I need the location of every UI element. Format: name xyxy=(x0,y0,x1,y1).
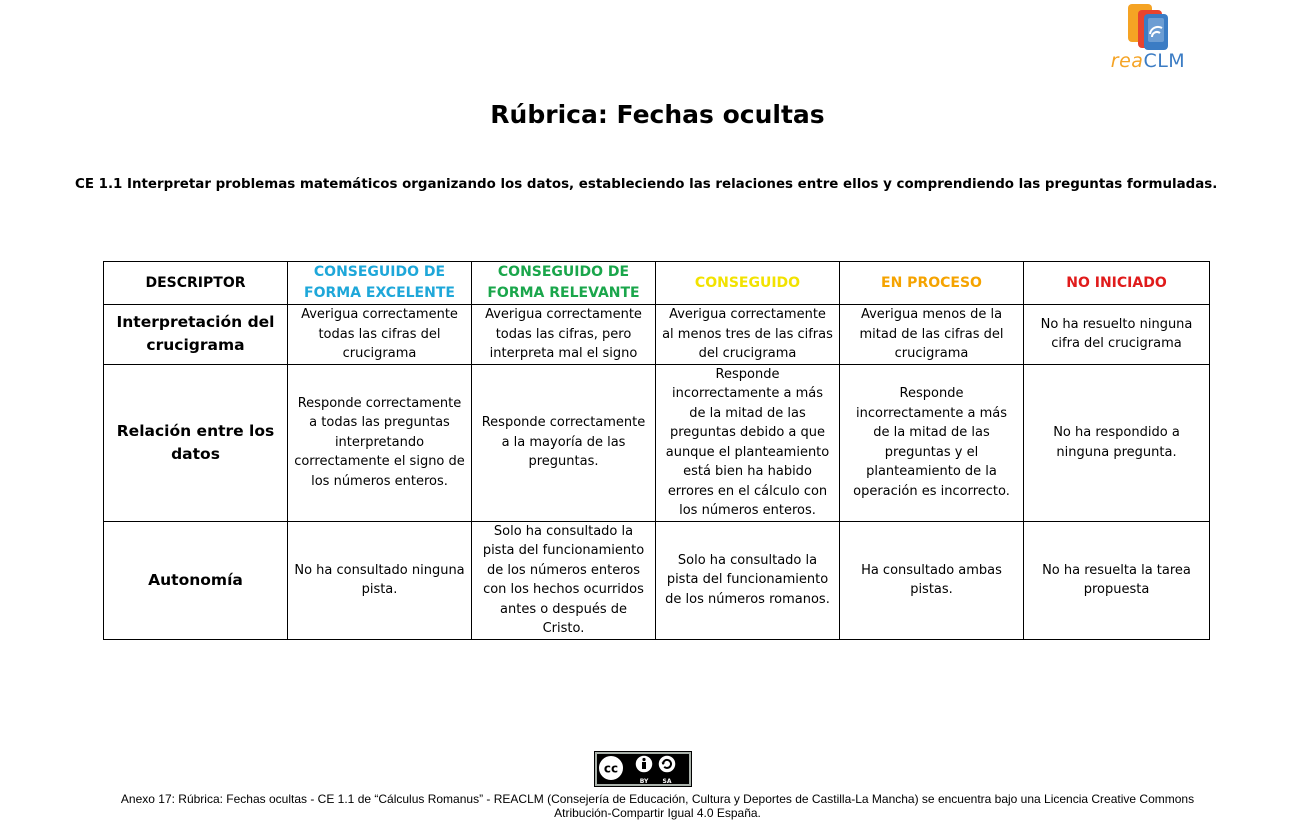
license-footer: Anexo 17: Rúbrica: Fechas ocultas - CE 1.1 de “Cálculus Romanus” - REACLM (Consejería de Educación, Cultura y Deportes de Castilla-La Mancha) se encuentra bajo una Licencia Creative Commons Atribución-Compartir Igual 4.0 España. xyxy=(120,792,1195,820)
header-en-proceso: EN PROCESO xyxy=(840,262,1024,305)
table-cell: No ha resuelto ninguna cifra del crucigrama xyxy=(1024,305,1210,365)
header-excelente: CONSEGUIDO DE FORMA EXCELENTE xyxy=(288,262,472,305)
table-cell: Averigua correctamente todas las cifras, pero interpreta mal el signo xyxy=(472,305,656,365)
logo-wordmark-rea: rea xyxy=(1110,50,1144,72)
logo-wordmark xyxy=(1098,50,1198,72)
table-row xyxy=(104,521,1210,639)
table-cell: Ha consultado ambas pistas. xyxy=(840,521,1024,639)
logo-wordmark-clm: CLM xyxy=(1143,50,1186,72)
table-cell: Averigua correctamente todas las cifras del crucigrama xyxy=(288,305,472,365)
by-label: BY xyxy=(639,778,649,785)
page-title: Rúbrica: Fechas ocultas xyxy=(490,100,825,129)
evaluation-criterion: CE 1.1 Interpretar problemas matemáticos organizando los datos, estableciendo las relaciones entre ellos y comprendiendo las preguntas formuladas. xyxy=(75,177,1218,192)
creative-commons-by-sa-icon xyxy=(594,751,692,787)
header-descriptor: DESCRIPTOR xyxy=(104,262,288,305)
table-cell: Responde correctamente a todas las preguntas interpretando correctamente el signo de los números enteros. xyxy=(288,364,472,521)
table-cell: No ha resuelta la tarea propuesta xyxy=(1024,521,1210,639)
rubric-table xyxy=(103,261,1210,640)
header-conseguido: CONSEGUIDO xyxy=(656,262,840,305)
row-descriptor: Interpretación del crucigrama xyxy=(104,305,288,365)
sa-label: SA xyxy=(662,778,672,785)
table-cell: Averigua menos de la mitad de las cifras del crucigrama xyxy=(840,305,1024,365)
table-row xyxy=(104,305,1210,365)
creative-commons-badge xyxy=(594,751,692,787)
table-cell: No ha consultado ninguna pista. xyxy=(288,521,472,639)
table-cell: Responde incorrectamente a más de la mitad de las preguntas debido a que aunque el planteamiento está bien ha habido errores en el cálculo con los números enteros. xyxy=(656,364,840,521)
table-cell: Solo ha consultado la pista del funcionamiento de los números romanos. xyxy=(656,521,840,639)
table-row xyxy=(104,364,1210,521)
reaclm-logo xyxy=(1098,2,1198,74)
row-descriptor: Autonomía xyxy=(104,521,288,639)
table-cell: No ha respondido a ninguna pregunta. xyxy=(1024,364,1210,521)
row-descriptor: Relación entre los datos xyxy=(104,364,288,521)
header-no-iniciado: NO INICIADO xyxy=(1024,262,1210,305)
table-cell: Solo ha consultado la pista del funcionamiento de los números enteros con los hechos ocurridos antes o después de Cristo. xyxy=(472,521,656,639)
cc-label: cc xyxy=(603,761,619,776)
table-cell: Responde incorrectamente a más de la mitad de las preguntas y el planteamiento de la operación es incorrecto. xyxy=(840,364,1024,521)
header-relevante: CONSEGUIDO DE FORMA RELEVANTE xyxy=(472,262,656,305)
table-cell: Responde correctamente a la mayoría de las preguntas. xyxy=(472,364,656,521)
table-cell: Averigua correctamente al menos tres de las cifras del crucigrama xyxy=(656,305,840,365)
reaclm-logo-icon xyxy=(1126,2,1172,52)
header-row xyxy=(104,262,1210,305)
